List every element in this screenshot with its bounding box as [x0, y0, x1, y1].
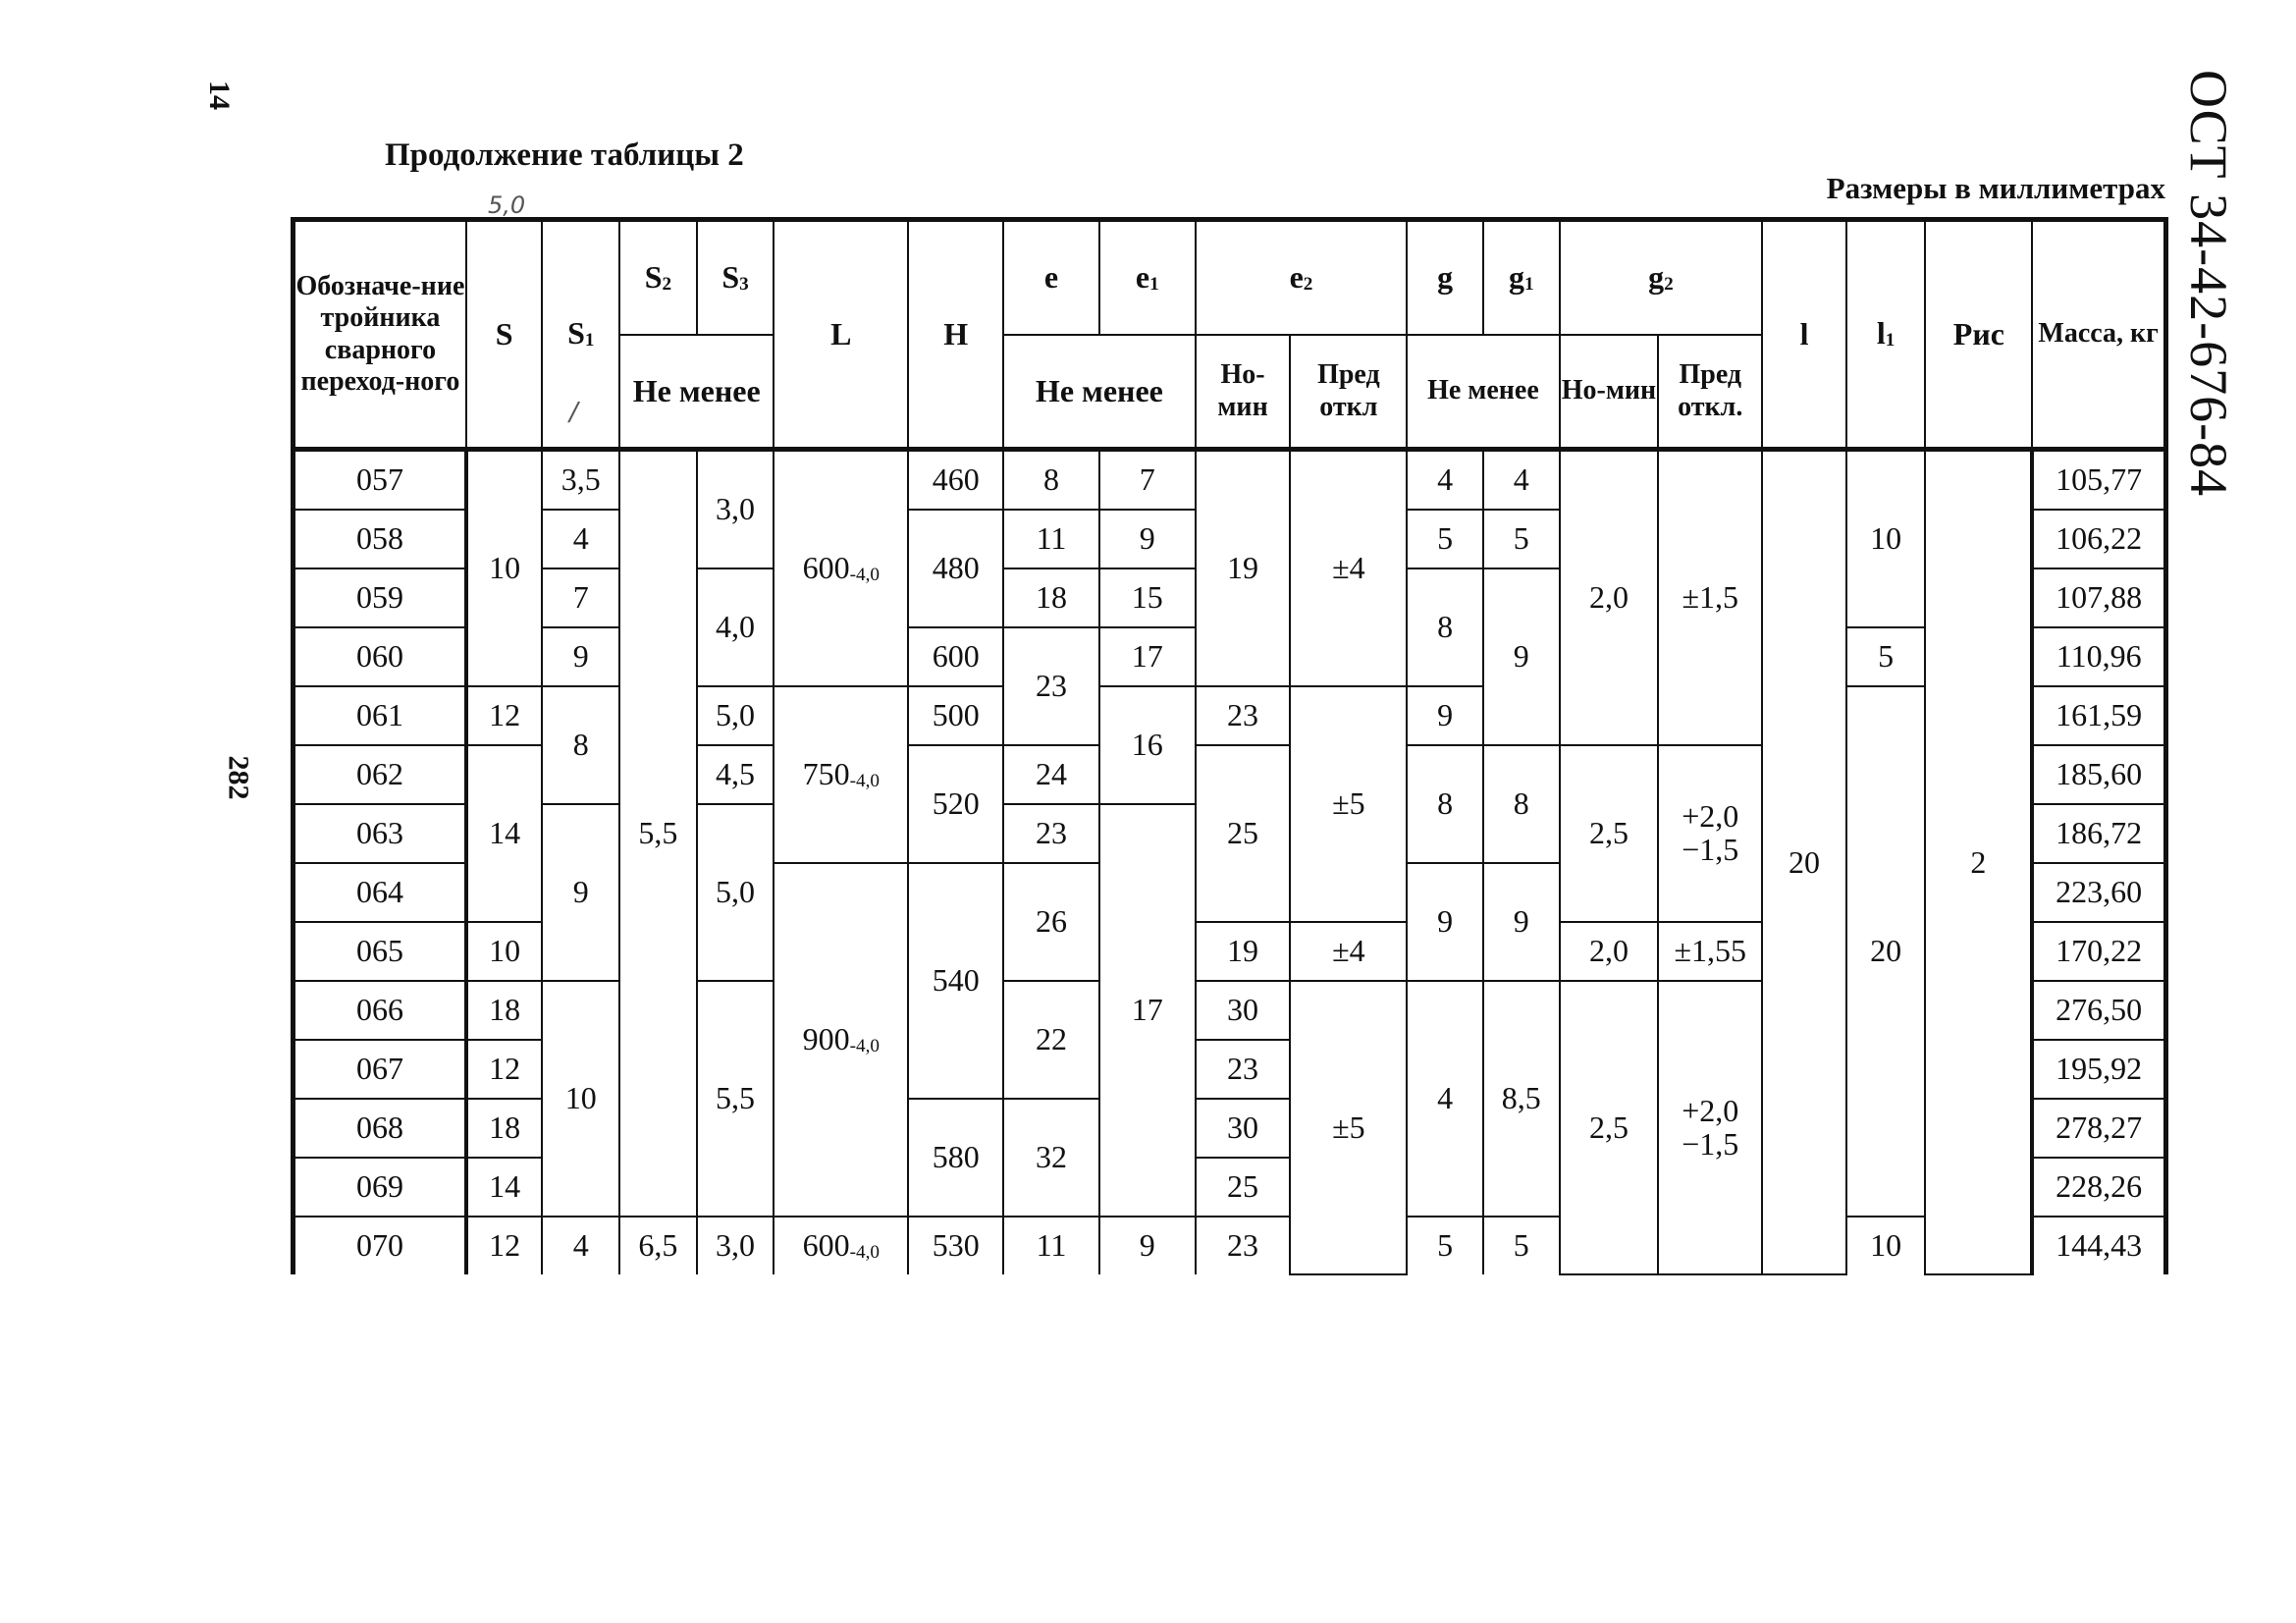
- cell-H: 480: [908, 510, 1003, 627]
- cell-g2-deviation: ±1,5: [1658, 450, 1762, 746]
- cell-S3: 5,0: [697, 686, 774, 745]
- cell-g2-nominal: 2,5: [1560, 745, 1659, 922]
- designation-cell: 066: [294, 981, 466, 1040]
- header-l: l: [1762, 220, 1846, 450]
- table-header: [294, 220, 2166, 450]
- header-S: S: [466, 220, 543, 450]
- cell-S1: 4: [542, 510, 619, 568]
- designation-cell: 059: [294, 568, 466, 627]
- cell-e: 18: [1003, 568, 1099, 627]
- cell-S: 14: [466, 1158, 543, 1217]
- mass-cell: 223,60: [2032, 863, 2165, 922]
- cell-S: 10: [466, 922, 543, 981]
- cell-e1: 15: [1099, 568, 1196, 627]
- header-H: H: [908, 220, 1003, 450]
- mass-cell: 186,72: [2032, 804, 2165, 863]
- header-g2: $g_2$: [1560, 220, 1763, 336]
- cell-S1: 4: [542, 1217, 619, 1274]
- designation-cell: 065: [294, 922, 466, 981]
- cell-e: 24: [1003, 745, 1099, 804]
- cell-e2-deviation: ±4: [1290, 922, 1407, 981]
- cell-e2-nominal: 19: [1196, 450, 1291, 687]
- cell-S: 18: [466, 981, 543, 1040]
- cell-S: 10: [466, 450, 543, 687]
- cell-e2-nominal: 23: [1196, 1040, 1291, 1099]
- cell-g1: 9: [1483, 863, 1560, 981]
- table-row: [294, 1217, 2166, 1274]
- mass-cell: 195,92: [2032, 1040, 2165, 1099]
- designation-cell: 061: [294, 686, 466, 745]
- cell-S3: 3,0: [697, 1217, 774, 1274]
- cell-e1: 9: [1099, 510, 1196, 568]
- cell-g1: 9: [1483, 568, 1560, 745]
- cell-e1: 17: [1099, 627, 1196, 686]
- cell-S: 12: [466, 686, 543, 745]
- cell-g2-deviation: +2,0 −1,5: [1658, 745, 1762, 922]
- cell-e: 23: [1003, 804, 1099, 863]
- cell-S3: 4,0: [697, 568, 774, 686]
- header-g: g: [1407, 220, 1483, 336]
- cell-e: 11: [1003, 510, 1099, 568]
- cell-H: 460: [908, 450, 1003, 511]
- cell-S: 14: [466, 745, 543, 922]
- table-caption: Продолжение таблицы 2: [385, 137, 744, 173]
- header-l1: $l_1$: [1846, 220, 1926, 450]
- cell-g: 5: [1407, 510, 1483, 568]
- cell-e2-nominal: 23: [1196, 1217, 1291, 1274]
- table-row: [294, 686, 2166, 745]
- cell-g1: 8: [1483, 745, 1560, 863]
- cell-e: 32: [1003, 1099, 1099, 1217]
- cell-e1: 17: [1099, 804, 1196, 1217]
- cell-S2: 6,5: [619, 1217, 697, 1274]
- cell-e1: 9: [1099, 1217, 1196, 1274]
- cell-H: 580: [908, 1099, 1003, 1217]
- cell-e2-nominal: 23: [1196, 686, 1291, 745]
- cell-g: 4: [1407, 450, 1483, 511]
- header-s-not-less: Не менее: [619, 335, 774, 450]
- cell-S3: 5,0: [697, 804, 774, 981]
- cell-L: $900_{-4,0}$: [774, 863, 908, 1217]
- cell-e1: 16: [1099, 686, 1196, 804]
- cell-l: 20: [1762, 450, 1846, 1275]
- mass-cell: 185,60: [2032, 745, 2165, 804]
- designation-cell: 062: [294, 745, 466, 804]
- cell-S: 12: [466, 1040, 543, 1099]
- mass-cell: 278,27: [2032, 1099, 2165, 1158]
- handwritten-note: 5,0: [488, 191, 526, 219]
- cell-g: 9: [1407, 863, 1483, 981]
- cell-H: 530: [908, 1217, 1003, 1274]
- mass-cell: 276,50: [2032, 981, 2165, 1040]
- header-e1: $e_1$: [1099, 220, 1196, 336]
- header-S2: $S_2$: [619, 220, 697, 336]
- cell-H: 540: [908, 863, 1003, 1099]
- cell-g1: 5: [1483, 510, 1560, 568]
- header-e2-nominal: Но-мин: [1196, 335, 1291, 450]
- cell-S: 12: [466, 1217, 543, 1274]
- header-g-not-less: Не менее: [1407, 335, 1559, 450]
- cell-S: 18: [466, 1099, 543, 1158]
- cell-e2-nominal: 25: [1196, 1158, 1291, 1217]
- header-S3: $S_3$: [697, 220, 774, 336]
- header-g2-deviation: Пред откл.: [1658, 335, 1762, 450]
- cell-e: 22: [1003, 981, 1099, 1099]
- designation-cell: 067: [294, 1040, 466, 1099]
- cell-e1: 7: [1099, 450, 1196, 511]
- table-row: [294, 450, 2166, 511]
- cell-S3: 5,5: [697, 981, 774, 1217]
- cell-e2-deviation: ±5: [1290, 981, 1407, 1274]
- cell-S2: 5,5: [619, 450, 697, 1217]
- cell-S1: 3,5: [542, 450, 619, 511]
- cell-g: 8: [1407, 745, 1483, 863]
- designation-cell: 068: [294, 1099, 466, 1158]
- cell-g: 8: [1407, 568, 1483, 686]
- cell-g2-deviation: +2,0 −1,5: [1658, 981, 1762, 1274]
- cell-l1: 10: [1846, 1217, 1926, 1274]
- cell-H: 500: [908, 686, 1003, 745]
- cell-e: 23: [1003, 627, 1099, 745]
- cell-S1: 10: [542, 981, 619, 1217]
- designation-cell: 070: [294, 1217, 466, 1274]
- cell-g: 5: [1407, 1217, 1483, 1274]
- header-mass: Масса, кг: [2032, 220, 2165, 450]
- header-L: L: [774, 220, 908, 450]
- mass-cell: 228,26: [2032, 1158, 2165, 1217]
- cell-g2-nominal: 2,0: [1560, 922, 1659, 981]
- header-e2-deviation: Пред откл: [1290, 335, 1407, 450]
- mass-cell: 106,22: [2032, 510, 2165, 568]
- cell-e2-nominal: 25: [1196, 745, 1291, 922]
- cell-e2-deviation: ±5: [1290, 686, 1407, 922]
- cell-g: 4: [1407, 981, 1483, 1217]
- cell-figure: 2: [1925, 450, 2032, 1275]
- cell-S1: 9: [542, 627, 619, 686]
- header-g2-nominal: Но-мин: [1560, 335, 1659, 450]
- designation-cell: 064: [294, 863, 466, 922]
- designation-cell: 063: [294, 804, 466, 863]
- cell-e: 26: [1003, 863, 1099, 981]
- cell-L: $750_{-4,0}$: [774, 686, 908, 863]
- cell-L: $600_{-4,0}$: [774, 450, 908, 687]
- cell-g2-nominal: 2,5: [1560, 981, 1659, 1274]
- designation-cell: 057: [294, 450, 466, 511]
- header-e-not-less: Не менее: [1003, 335, 1196, 450]
- header-g1: $g_1$: [1483, 220, 1560, 336]
- mass-cell: 110,96: [2032, 627, 2165, 686]
- cell-S1: 7: [542, 568, 619, 627]
- cell-S1: 8: [542, 686, 619, 804]
- cell-S3: 4,5: [697, 745, 774, 804]
- cell-e: 11: [1003, 1217, 1099, 1274]
- designation-cell: 069: [294, 1158, 466, 1217]
- cell-l1: 20: [1846, 686, 1926, 1217]
- cell-e2-nominal: 30: [1196, 1099, 1291, 1158]
- mass-cell: 107,88: [2032, 568, 2165, 627]
- document-code: ОСТ 34-42-676-84: [2179, 70, 2238, 498]
- cell-g1: 5: [1483, 1217, 1560, 1274]
- mass-cell: 161,59: [2032, 686, 2165, 745]
- cell-l1: 10: [1846, 450, 1926, 628]
- cell-e2-deviation: ±4: [1290, 450, 1407, 687]
- mass-cell: 144,43: [2032, 1217, 2165, 1274]
- units-note: Размеры в миллиметрах: [1826, 171, 2165, 205]
- page-number: 14: [203, 81, 236, 110]
- cell-H: 600: [908, 627, 1003, 686]
- dimensions-table: [291, 217, 2168, 1275]
- mass-cell: 105,77: [2032, 450, 2165, 511]
- cell-g2-deviation: ±1,55: [1658, 922, 1762, 981]
- cell-S3: 3,0: [697, 450, 774, 569]
- header-designation: Обозначе-ние тройника сварного переход-ного: [294, 220, 466, 450]
- cell-e2-nominal: 30: [1196, 981, 1291, 1040]
- cell-l1: 5: [1846, 627, 1926, 686]
- cell-g1: 4: [1483, 450, 1560, 511]
- header-figure: Рис: [1925, 220, 2032, 450]
- side-page-number: 282: [222, 755, 255, 800]
- handwritten-mark: /: [569, 398, 578, 427]
- designation-cell: 060: [294, 627, 466, 686]
- header-e2: $e_2$: [1196, 220, 1408, 336]
- mass-cell: 170,22: [2032, 922, 2165, 981]
- cell-H: 520: [908, 745, 1003, 863]
- cell-e: 8: [1003, 450, 1099, 511]
- cell-e2-nominal: 19: [1196, 922, 1291, 981]
- cell-L: $600_{-4,0}$: [774, 1217, 908, 1274]
- table-body: [294, 450, 2166, 1275]
- header-S1: $S_1$: [542, 220, 619, 450]
- cell-g1: 8,5: [1483, 981, 1560, 1217]
- cell-S1: 9: [542, 804, 619, 981]
- designation-cell: 058: [294, 510, 466, 568]
- header-e: e: [1003, 220, 1099, 336]
- cell-g2-nominal: 2,0: [1560, 450, 1659, 746]
- cell-g: 9: [1407, 686, 1483, 745]
